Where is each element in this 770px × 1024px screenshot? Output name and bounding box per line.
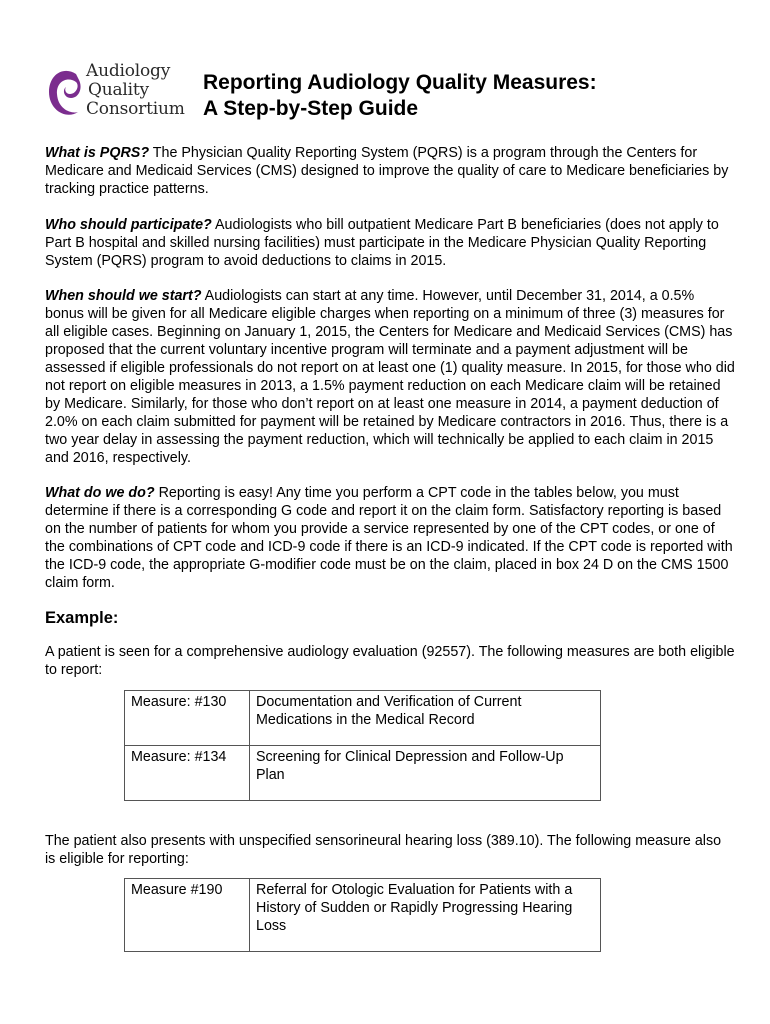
section-text: Audiologists who bill outpatient Medicare Part B beneficiaries (does not apply to Part B hospital and skilled nursing facilities) must participate in the Medicare Physician Quality Reporting System (PQRS) program to avoid deductions to claims in 2015. <box>45 217 719 269</box>
question-label: What is PQRS? <box>45 145 150 161</box>
example-intro: A patient is seen for a comprehensive audiology evaluation (92557). The following measures are both eligible to report: <box>45 644 735 678</box>
logo-line-3: Consortium <box>86 99 185 119</box>
section-who-should-participate <box>45 216 735 270</box>
measures-table-2 <box>124 878 601 952</box>
section-what-do-we-do <box>45 484 735 592</box>
measure-number: Measure #190 <box>125 879 250 952</box>
section-text: Reporting is easy! Any time you perform a CPT code in the tables below, you must determine if there is a corresponding G code and report it on the claim form. Satisfactory reporting is based on the number of patients for whom you provide a service represented by one of the CPT codes, or one of the combinations of CPT code and ICD-9 code if there is an ICD-9 indicated. If the CPT code is reported with the ICD-9 code, the appropriate G-modifier code must be on the claim, placed in box 24 D on the CMS 1500 claim form. <box>45 485 733 591</box>
logo-wordmark <box>86 62 185 119</box>
title-line-1: Reporting Audiology Quality Measures: <box>203 71 597 94</box>
swirl-logo-icon <box>46 64 84 122</box>
logo-line-1: Audiology <box>86 61 171 81</box>
measure-description: Screening for Clinical Depression and Follow-Up Plan <box>250 746 601 801</box>
table-row <box>125 691 601 746</box>
page-title <box>203 70 597 122</box>
logo-line-2: Quality <box>88 80 149 100</box>
section-when-should-we-start <box>45 287 735 467</box>
example-intro-2: The patient also presents with unspecified sensorineural hearing loss (389.10). The following measure also is eligible for reporting: <box>45 833 722 867</box>
measure-description: Referral for Otologic Evaluation for Patients with a History of Sudden or Rapidly Progressing Hearing Loss <box>250 879 601 952</box>
measure-number: Measure: #134 <box>125 746 250 801</box>
example-heading: Example: <box>45 609 119 627</box>
measure-number: Measure: #130 <box>125 691 250 746</box>
measure-description: Documentation and Verification of Current Medications in the Medical Record <box>250 691 601 746</box>
title-line-2: A Step-by-Step Guide <box>203 97 419 120</box>
question-label: What do we do? <box>45 485 155 501</box>
section-what-is-pqrs <box>45 144 735 198</box>
question-label: Who should participate? <box>45 217 212 233</box>
table-row <box>125 746 601 801</box>
measures-table-1 <box>124 690 601 801</box>
table-row <box>125 879 601 952</box>
consortium-logo <box>46 62 196 124</box>
question-label: When should we start? <box>45 288 202 304</box>
section-text: The Physician Quality Reporting System (PQRS) is a program through the Centers for Medicare and Medicaid Services (CMS) designed to improve the quality of care to Medicare beneficiaries by tracking practice patterns. <box>45 145 729 197</box>
section-text: Audiologists can start at any time. However, until December 31, 2014, a 0.5% bonus will be given for all Medicare eligible charges when reporting on a minimum of three (3) measures for all eligible cases. Beginning on January 1, 2015, the Centers for Medicare and Medicaid Services (CMS) has proposed that the current voluntary incentive program will terminate and a payment adjustment will be assessed if eligible professionals do not report on at least one (1) quality measure. In 2015, for those who did not report on eligible measures in 2013, a 1.5% payment reduction on each Medicare claim will be retained by Medicare. Similarly, for those who don’t report on at least one measure in 2014, a payment deduction of 2.0% on each claim submitted for payment will be retained by Medicare contractors in 2016. Thus, there is a two year delay in assessing the payment reduction, which will technically be applied to each claim in 2015 and 2016, respectively. <box>45 288 735 466</box>
